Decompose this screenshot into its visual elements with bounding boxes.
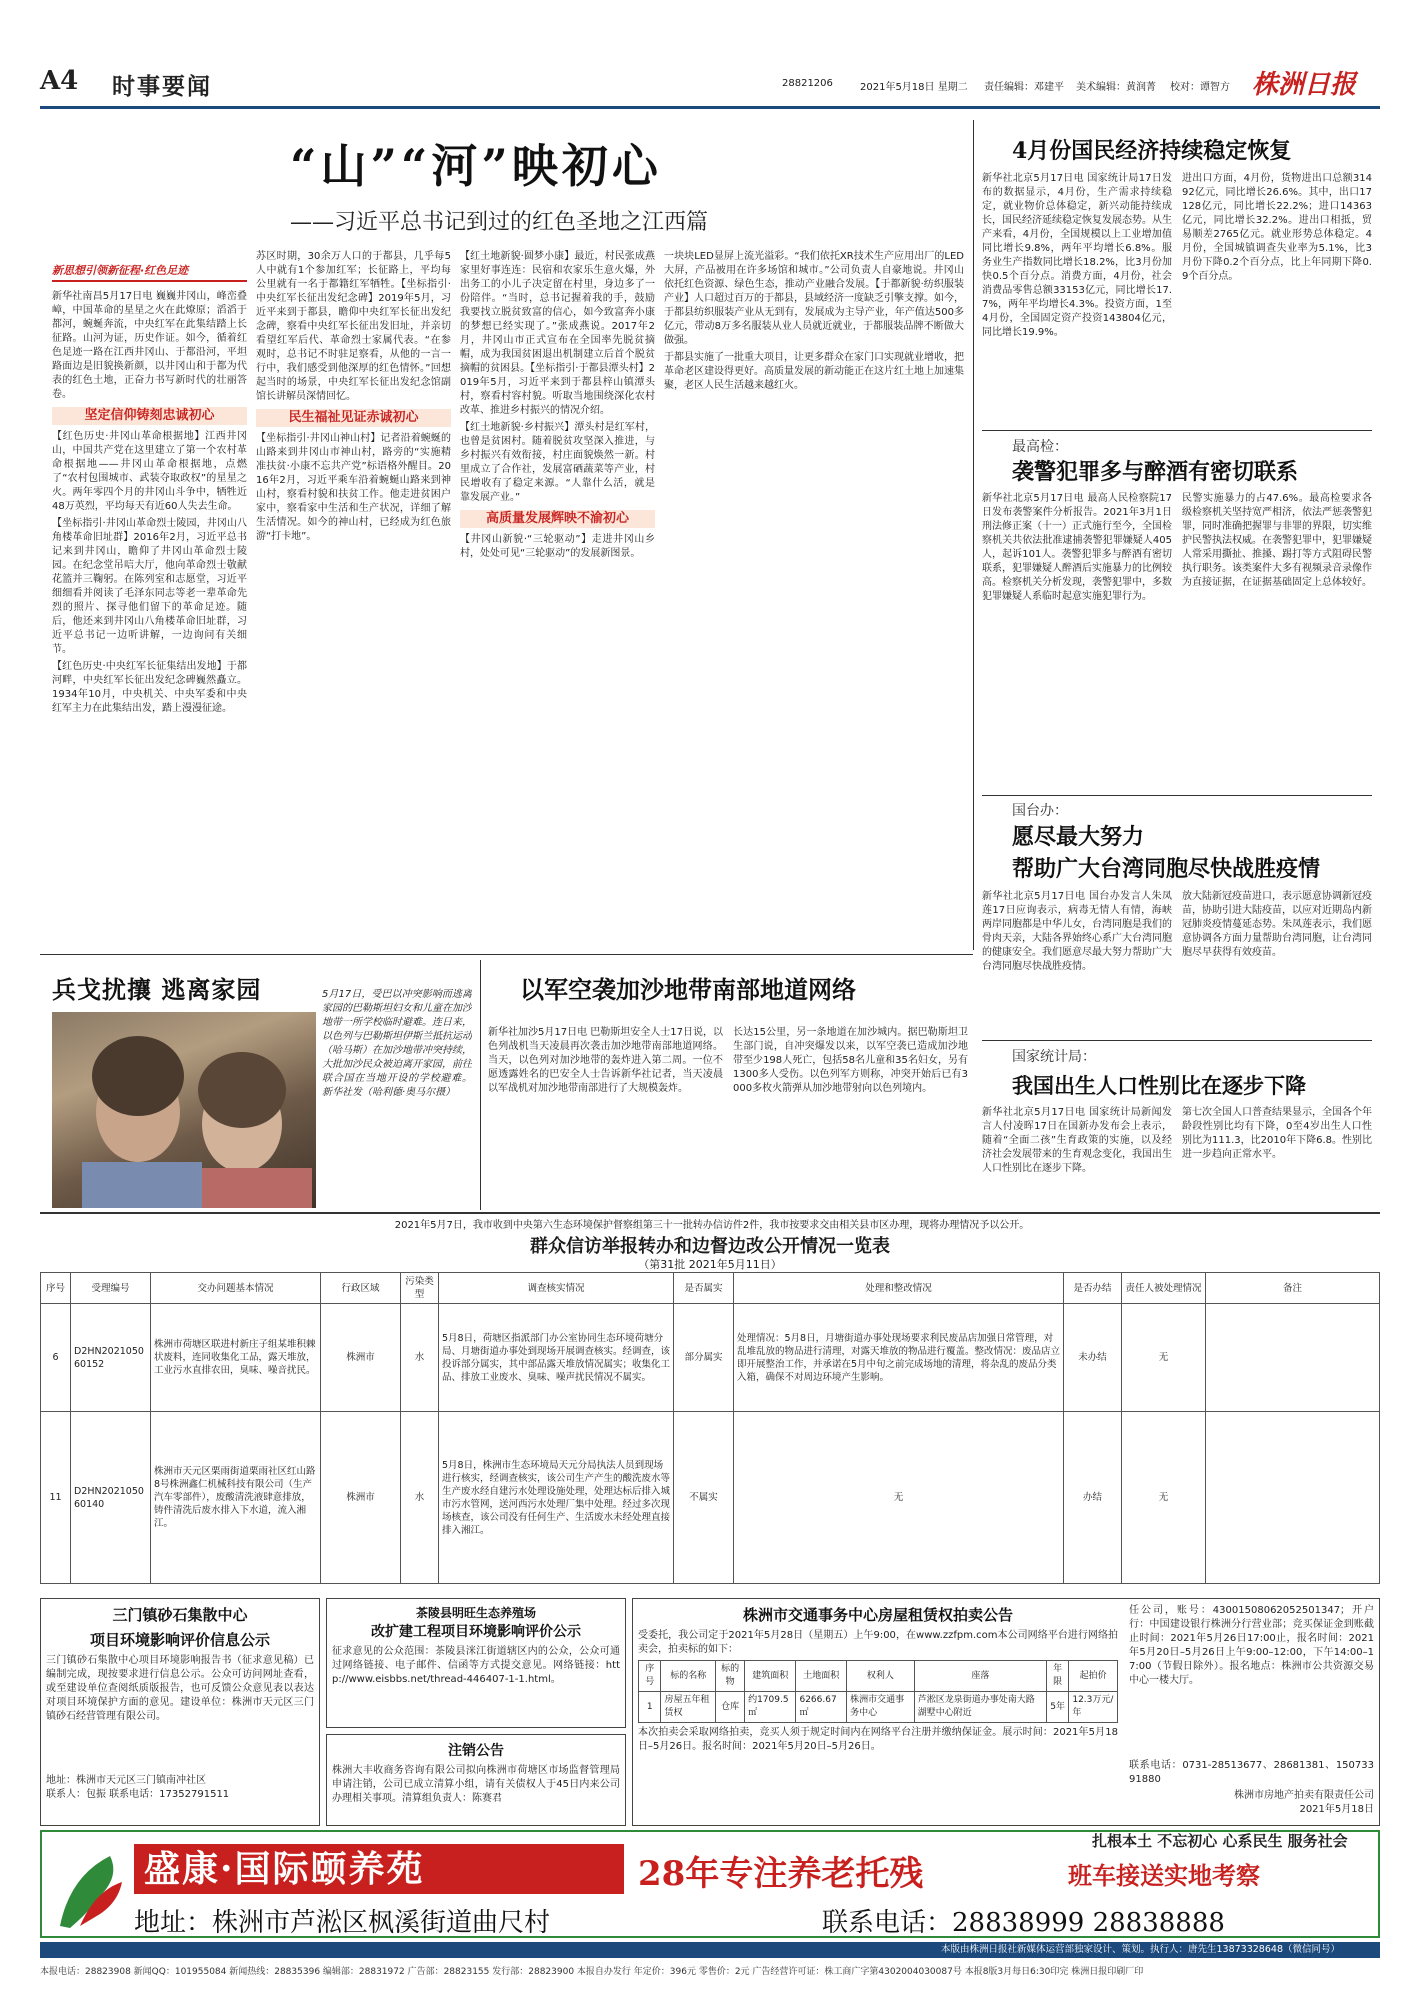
banner-motto: 扎根本土 不忘初心 心系民生 服务社会	[1092, 1832, 1348, 1850]
th-region: 行政区域	[321, 1273, 401, 1304]
table-header-row	[41, 1273, 1380, 1304]
lead-col2-para2: 【坐标指引·井冈山神山村】记者沿着蜿蜒的山路来到井冈山市神山村，路旁的“实施精准扶贫·小康不忘共产党”标语格外醒目。2016年2月，习近平乘车沿着蜿蜒山路来到神山村，察看村貌和扶贫工作。他走进贫困户家中，察看家中生活和生产状况，详细了解生活情况。如今的神山村，已经成为红色旅游“打卡地”。	[256, 433, 451, 542]
ad-chaling-body: 征求意见的公众范围：茶陵县洣江街道辖区内的公众，公众可通过网络链接、电子邮件、信函等方式提交意见。网络链接：http://www.eisbbs.net/thread-446407-1-1.html。	[332, 1646, 620, 1685]
th-findings: 调查核实情况	[439, 1273, 674, 1304]
proof-credit: 校对：谭智方	[1170, 82, 1230, 93]
court-col-2: 民警实施暴力的占47.6%。最高检要求各级检察机关坚持宽严相济，依法严惩袭警犯罪，同时准确把握罪与非罪的界限，切实维护民警执法权威。在袭警犯罪中，犯罪嫌疑人常采用撕扯、推搡、踢打等方式阻碍民警执行职务。该类案件大多有视频录音录像作为直接证据，在证据基础固定上总体较好。	[1182, 493, 1372, 588]
auction-th: 年限	[1046, 1661, 1068, 1692]
economy-title: 4月份国民经济持续稳定恢复	[1012, 138, 1292, 164]
cell-person: 无	[1122, 1304, 1206, 1412]
th-note: 备注	[1206, 1273, 1380, 1304]
ad-sanmen-contact: 联系人：包振 联系电话：17352791511	[46, 1789, 230, 1800]
lead-col1-para2: 【红色历史·井冈山革命根据地】江西井冈山，中国共产党在这里建立了第一个农村革命根据地——井冈山革命根据地，点燃了“农村包围城市、武装夺取政权”的星星之火。两年零四个月的井冈山斗争中，牺牲近48万英烈，平均每天有近60人失去生命。	[52, 431, 247, 512]
ad-sanmen-body: 三门镇砂石集散中心项目环境影响报告书（征求意见稿）已编制完成，现按要求进行信息公示。公众可访问网址查看，或至建设单位查阅纸质版报告，也可反馈公众意见表以表达对项目环境保护方面的意见。建设单位：株洲市天元区三门镇砂石经营管理有限公司。	[46, 1655, 314, 1722]
auction-cell: 5年	[1046, 1692, 1068, 1723]
auction-cell: 芦淞区龙泉街道办事处南大路湖墅中心附近	[914, 1692, 1046, 1723]
ad-auction-org: 株洲市房地产拍卖有限责任公司	[1234, 1790, 1374, 1801]
art-credit: 美术编辑：黄润菁	[1076, 82, 1156, 93]
cell-handling: 处理情况：5月8日，月塘街道办事处现场要求利民废品店加强日常管理，对乱堆乱放的物品进行清理，对露天堆放的物品进行覆盖。整改情况：废品店立即开展整治工作，并承诺在5月中旬之前完成场地的清理，将杂乱的废品分类入箱，确保不对周边环境产生影响。	[734, 1304, 1064, 1412]
taiwan-label: 国台办：	[1012, 803, 1068, 819]
cell-code: D2HN202105060140	[71, 1412, 151, 1584]
taiwan-title-2: 帮助广大台湾同胞尽快战胜疫情	[1012, 856, 1321, 882]
cell-type: 水	[401, 1412, 439, 1584]
newspaper-logo: 株洲日报	[1252, 70, 1357, 100]
cell-handling: 无	[734, 1412, 1064, 1584]
auction-header-row	[639, 1661, 1118, 1692]
auction-th: 座落	[914, 1661, 1046, 1692]
header-rule	[40, 106, 1380, 109]
hand-leaf-logo-icon	[50, 1836, 130, 1936]
auction-th: 标的物	[716, 1661, 745, 1692]
photo-gaza-rule	[480, 960, 481, 1210]
court-label: 最高检：	[1012, 439, 1068, 455]
petition-period: （第31批 2021年5月11日）	[638, 1258, 782, 1271]
photo-caption: 5月17日，受巴以冲突影响而逃离家园的巴勒斯坦妇女和儿童在加沙地带一所学校临时避难。连日来，以色列与巴勒斯坦伊斯兰抵抗运动（哈马斯）在加沙地带冲突持续，大批加沙民众被迫离开家园，前往联合国在当地开设的学校避难。 新华社发（哈利德·奥马尔摄）	[322, 989, 472, 1098]
auction-th: 序号	[639, 1661, 661, 1692]
footer-info: 本报电话：28823908 新闻QQ：101955084 新闻热线：28835396 编辑部：28831972 广告部：28823155 发行部：28823900 本报自办发行 年定价：396元 零售价：2元 广告经营许可证：株工商广字第4302004030087号 本报8版3月每日6:30印完 株洲日报印刷厂印	[40, 1967, 1144, 1977]
table-row	[41, 1412, 1380, 1584]
lead-col4-para1: 一块块LED显屏上流光溢彩。“我们依托XR技术生产应用出厂的LED大屏，产品被用在许多场馆和城市。”公司负责人自豪地说。井冈山依托红色资源、绿色生态，推动产业融合发展。【于都新貌·纺织服装产业】人口超过百万的于都县，县域经济一度缺乏引擎支撑。如今，于都县纺织服装产业从无到有，发展成为主导产业，年产值达500多亿元，带动8万多名服装从业人员就近就业，于都服装品牌不断做大做强。	[664, 251, 964, 346]
ad-sanmen-address: 地址：株洲市天元区三门镇南冲社区	[46, 1775, 206, 1786]
petition-notice: 2021年5月7日，我市收到中央第六生态环境保护督察组第三十一批转办信访件2件，我市按要求交由相关县市区办理，现将办理情况予以公开。	[394, 1220, 1030, 1231]
petition-title: 群众信访举报转办和边督边改公开情况一览表	[530, 1236, 890, 1257]
issue-date: 2021年5月18日 星期二	[860, 82, 968, 93]
th-type: 污染类型	[401, 1273, 439, 1304]
petition-table-wrap	[40, 1272, 1380, 1592]
auction-cell: 仓库	[716, 1692, 745, 1723]
cell-issue: 株洲市荷塘区联进村新庄子组某堆积棘状废料，连同收集化工品，露天堆放，工业污水直排农田，臭味、噪音扰民。	[151, 1304, 321, 1412]
auction-cell: 1	[639, 1692, 661, 1723]
lead-col1-para1: 新华社南昌5月17日电 巍巍井冈山，峰峦叠嶂，中国革命的星星之火在此燎原；滔滔于都河，蜿蜒奔流，中央红军在此集结踏上长征路。山河为证，历史作证。如今，循着红色足迹一路在江西井冈山、于都沿河，平坦路面边是旧貌换新颜，以井冈山和于都为代表的红色土地，正奋力书写新时代的壮丽答卷。	[52, 291, 247, 400]
lead-subtitle: ——习近平总书记到过的红色圣地之江西篇	[290, 210, 709, 235]
economy-col-1: 新华社北京5月17日电 国家统计局17日发布的数据显示，4月份，生产需求持续稳定，就业物价总体稳定，新兴动能持续成长，国民经济延续稳定恢复发展态势。从生产来看，4月份，全国规模以上工业增加值同比增长9.8%，两年平均增长6.8%。服务业生产指数同比增长18.2%，比3月份加快0.5个百分点。消费方面，4月份，社会消费品零售总额33153亿元，同比增长17.7%，两年平均增长4.3%。投资方面，1至4月份，全国固定资产投资143804亿元，同比增长19.9%。	[982, 173, 1172, 338]
photo-story-title: 兵戈扰攘 逃离家园	[52, 975, 262, 1004]
cell-region: 株洲市	[321, 1304, 401, 1412]
cell-type: 水	[401, 1304, 439, 1412]
refugee-photo	[52, 1012, 316, 1208]
banner-name: 盛康·国际颐养苑	[134, 1844, 624, 1894]
taiwan-col-2: 放大陆新冠疫苗进口，表示愿意协调新冠疫苗，协助引进大陆疫苗，以应对近期岛内新冠肺炎疫情蔓延态势。朱凤莲表示，我们愿意协调各方面力量帮助台湾同胞，让台湾同胞尽早获得有效疫苗。	[1182, 891, 1372, 958]
lead-col3-para2: 【红土地新貌·乡村振兴】潭头村是红军村，也曾是贫困村。随着脱贫攻坚深入推进，与乡村振兴有效衔接，村庄面貌焕然一新。村里成立了合作社，发展富硒蔬菜等产业，村民增收有了稳定来源。“人靠什么活，就是靠发展产业。”	[460, 422, 655, 503]
footer-strip: 本版由株洲日报社新媒体运营部独家设计、策划。执行人：唐先生13873328648（微信同号）	[40, 1942, 1380, 1958]
lead-column-1	[52, 290, 247, 950]
ad-deregistration-title: 注销公告	[448, 1743, 504, 1759]
auction-cell: 房屋五年租赁权	[661, 1692, 716, 1723]
taiwan-col-1: 新华社北京5月17日电 国台办发言人朱凤莲17日应询表示，病毒无情人有情，海峡两岸同胞都是中华儿女，台湾同胞是我们的骨肉天亲，大陆各界始终心系广大台湾同胞的健康安全。我们愿意尽最大努力帮助广大台湾同胞尽快战胜疫情。	[982, 891, 1172, 972]
ad-chaling-top: 茶陵县明旺生态养殖场	[415, 1606, 536, 1620]
ad-auction-body: 受委托，我公司定于2021年5月28日（星期五）上午9:00，在www.zzfpm.com本公司网络平台进行网络拍卖会，拍卖标的如下：	[638, 1630, 1118, 1655]
cell-no: 6	[41, 1304, 71, 1412]
ad-chaling	[326, 1598, 626, 1728]
banner-slogan: 28年专注养老托残	[638, 1854, 924, 1894]
auction-row	[639, 1692, 1118, 1723]
banner-ad	[40, 1830, 1380, 1938]
auction-table	[638, 1660, 1118, 1723]
ad-sanmen-title-1: 三门镇砂石集散中心	[112, 1606, 248, 1624]
cell-true: 部分属实	[674, 1304, 734, 1412]
lead-col1-para3: 【坐标指引·井冈山革命烈士陵园，井冈山八角楼革命旧址群】2016年2月，习近平总书记来到井冈山，瞻仰了井冈山革命烈士陵园。在纪念堂吊唁大厅，他向革命烈士敬献花篮并三鞠躬。在陈列室和志愿堂，习近平细细看并阅读了毛泽东同志等老一辈革命先烈的照片、探寻他们留下的革命足迹。随后，他还来到井冈山八角楼革命旧址群，习近平总书记一边听讲解，一边询问有关细节。	[52, 518, 247, 655]
cell-done: 未办结	[1064, 1304, 1122, 1412]
lead-col3-para1: 【红土地新貌·圆梦小康】最近，村民张成燕家里好事连连：民宿和农家乐生意火爆，外出务工的小儿子决定留在村里，身边多了一份陪伴。“当时，总书记握着我的手，鼓励我要找立脱贫致富的信心，如今致富奔小康的梦想已经实现了。”张成燕说。2017年2月，井冈山市正式宣布在全国率先脱贫摘帽，成为我国贫困退出机制建立后首个脱贫摘帽的贫困县。【坐标指引·于都县潭头村】2019年5月，习近平来到于都县梓山镇潭头村，察看村容村貌。听取当地围绕深化农村改革、推进乡村振兴的情况介绍。	[460, 251, 655, 416]
taiwan-title-1: 愿尽最大努力	[1012, 824, 1145, 850]
lead-right-rule	[973, 120, 974, 950]
cell-region: 株洲市	[321, 1412, 401, 1584]
ad-auction	[632, 1598, 1380, 1826]
page-number: A4	[40, 66, 79, 96]
photo-figures	[52, 1012, 316, 1208]
ad-auction-right: 任公司，账号：43001508062052501347；开户行：中国建设银行株洲分行营业部；竞买保证金到账截止时间：2021年5月26日17:00止，报名时间：2021年5月20日–5月26日上午9:00–12:00，下午14:00–17:00（节假日除外）。报名地点：株洲市公共资源交易中心一楼大厅。	[1129, 1605, 1374, 1686]
cell-issue: 株洲市天元区栗雨街道栗雨社区红山路8号株洲鑫仁机械科技有限公司（生产汽车零部件），废酸清洗液肆意排放，铸件清洗后废水排入下水道，流入湘江。	[151, 1412, 321, 1584]
mid-rule	[40, 954, 973, 955]
auction-th: 建筑面积	[745, 1661, 796, 1692]
population-col-2: 第七次全国人口普查结果显示，全国各个年龄段性别比均有下降，0至4岁出生人口性别比为111.3，比2010年下降6.8。性别比进一步趋向正常水平。	[1182, 1107, 1372, 1160]
ad-auction-title: 株洲市交通事务中心房屋租赁权拍卖公告	[742, 1606, 1013, 1624]
ad-chaling-title: 改扩建工程项目环境影响评价公示	[371, 1624, 581, 1640]
th-person: 责任人被处理情况	[1122, 1273, 1206, 1304]
issue-number: 28821206	[782, 78, 833, 89]
th-true: 是否属实	[674, 1273, 734, 1304]
court-rule	[982, 430, 1372, 431]
table-row	[41, 1304, 1380, 1412]
ad-deregistration-body: 株洲大丰收商务咨询有限公司拟向株洲市荷塘区市场监督管理局申请注销，公司已成立清算小组，请有关债权人于45日内来公司办理相关事项。清算组负责人：陈赛君	[332, 1765, 620, 1804]
cell-findings: 5月8日，荷塘区指派部门办公室协同生态环境荷塘分局、月塘街道办事处到现场开展调查核实。经调查，该投诉部分属实，其中部品露天堆放情况属实；收集化工品、排放工业废水、臭味、噪声扰民情况不属实。	[439, 1304, 674, 1412]
gaza-col-1: 新华社加沙5月17日电 巴勒斯坦安全人士17日说，以色列战机当天凌晨再次袭击加沙地带南部地道网络。当天，以色列对加沙地带的轰炸进入第二周。一位不愿透露姓名的巴安全人士告诉新华社记者，当天凌晨以军战机对加沙地带南部进行了大规模轰炸。	[488, 1027, 723, 1094]
cell-true: 不属实	[674, 1412, 734, 1584]
ad-deregistration	[326, 1734, 626, 1826]
cell-person: 无	[1122, 1412, 1206, 1584]
th-done: 是否办结	[1064, 1273, 1122, 1304]
auction-cell: 6266.67㎡	[796, 1692, 847, 1723]
cell-no: 11	[41, 1412, 71, 1584]
cell-note	[1206, 1304, 1380, 1412]
court-col-1: 新华社北京5月17日电 最高人民检察院17日发布袭警案件分析报告。2021年3月1日刑法修正案（十一）正式施行至今，全国检察机关共依法批准逮捕袭警犯罪嫌疑人405人，起诉101人。袭警犯罪多与醉酒有密切联系，犯罪嫌疑人醉酒后实施暴力的比例较高。检察机关分析发现，袭警犯罪中，多数犯罪嫌疑人系临时起意实施犯罪行为。	[982, 493, 1172, 602]
lead-section-2: 民生福祉见证赤诚初心	[256, 409, 451, 427]
lead-section-3: 高质量发展辉映不渝初心	[460, 510, 655, 528]
cell-note	[1206, 1412, 1380, 1584]
banner-phone: 联系电话：28838999 28838888	[822, 1908, 1225, 1938]
lead-tag: 新思想引领新征程·红色足迹	[52, 262, 247, 282]
th-code: 受理编号	[71, 1273, 151, 1304]
th-issue: 交办问题基本情况	[151, 1273, 321, 1304]
taiwan-rule	[982, 795, 1372, 796]
ad-auction-phone: 联系电话：0731-28513677、28681381、15073391880	[1129, 1760, 1374, 1785]
lead-col2-para1: 苏区时期，30余万人口的于都县，几乎每5人中就有1个参加红军；长征路上，平均每公里就有一名于都籍红军牺牲。【坐标指引·中央红军长征出发纪念碑】2019年5月，习近平来到于都县，瞻仰中央红军长征出发纪念碑，察看中央红军长征出发旧址，并亲切看望红军后代、革命烈士家属代表。“在参观时，总书记不时驻足察看，从他的一言一行中，我们感受到他深厚的红色情怀。”回想起当时的场景，中央红军长征出发纪念馆副馆长讲解员深情回忆。	[256, 251, 451, 402]
ad-auction-date: 2021年5月18日	[1299, 1804, 1374, 1815]
table-top-rule	[40, 1212, 1380, 1214]
lead-section-1: 坚定信仰铸刻忠诚初心	[52, 407, 247, 425]
lead-column-3	[460, 250, 655, 950]
gaza-title: 以军空袭加沙地带南部地道网络	[520, 975, 856, 1004]
cell-done: 办结	[1064, 1412, 1122, 1584]
lead-col3-para3: 【井冈山新貌·“三轮驱动”】走进井冈山乡村，处处可见“三轮驱动”的发展新图景。	[460, 534, 655, 559]
economy-col-2: 进出口方面，4月份，货物进出口总额31492亿元，同比增长26.6%。其中，出口17128亿元，同比增长22.2%；进口14363亿元，同比增长32.2%。进出口相抵，贸易顺差2765亿元。就业形势总体稳定。4月份，全国城镇调查失业率为5.1%，比3月份下降0.2个百分点，比上年同期下降0.9个百分点。	[1182, 173, 1372, 282]
court-title: 袭警犯罪多与醉酒有密切联系	[1012, 459, 1299, 485]
gaza-col-2: 长达15公里，另一条地道在加沙城内。据巴勒斯坦卫生部门说，自冲突爆发以来，以军空袭已造成加沙地带至少198人死亡，包括58名儿童和35名妇女，另有1300多人受伤。以色列军方则称，冲突开始后已有3000多枚火箭弹从加沙地带射向以色列境内。	[733, 1027, 968, 1094]
population-col-1: 新华社北京5月17日电 国家统计局新闻发言人付凌晖17日在国新办发布会上表示，随着“全面二孩”生育政策的实施，以及经济社会发展带来的生育观念变化，我国出生人口性别比在逐步下降。	[982, 1107, 1172, 1174]
lead-title: “山”“河”映初心	[290, 139, 662, 193]
auction-th: 土地面积	[796, 1661, 847, 1692]
th-handling: 处理和整改情况	[734, 1273, 1064, 1304]
cell-code: D2HN202105060152	[71, 1304, 151, 1412]
banner-offer: 班车接送实地考察	[1068, 1861, 1260, 1890]
population-rule	[982, 1040, 1372, 1041]
auction-cell: 约1709.5㎡	[745, 1692, 796, 1723]
auction-cell: 株洲市交通事务中心	[847, 1692, 915, 1723]
auction-th: 权利人	[847, 1661, 915, 1692]
population-title: 我国出生人口性别比在逐步下降	[1012, 1073, 1306, 1098]
ad-sanmen-title-2: 项目环境影响评价信息公示	[89, 1631, 270, 1649]
lead-col1-para4: 【红色历史·中央红军长征集结出发地】于都河畔，中央红军长征出发纪念碑巍然矗立。1934年10月，中央机关、中央军委和中央红军主力在此集结出发，踏上漫漫征途。	[52, 661, 247, 714]
banner-address: 地址：株洲市芦淞区枫溪街道曲尺村	[134, 1908, 551, 1938]
lead-col4-para2: 于都县实施了一批重大项目，让更多群众在家门口实现就业增收，把革命老区建设得更好。高质量发展的新动能正在这片红土地上加速集聚，老区人民生活越来越红火。	[664, 352, 964, 391]
section-title: 时事要闻	[112, 73, 212, 100]
auction-th: 起拍价	[1069, 1661, 1118, 1692]
lead-column-2	[256, 250, 451, 950]
ad-sanmen	[40, 1598, 320, 1826]
population-label: 国家统计局：	[1012, 1049, 1096, 1065]
auction-th: 标的名称	[661, 1661, 716, 1692]
th-no: 序号	[41, 1273, 71, 1304]
petition-table	[40, 1272, 1380, 1584]
cell-findings: 5月8日，株洲市生态环境局天元分局执法人员到现场进行核实，经调查核实，该公司生产产生的酸洗废水等生产废水经自建污水处理设施处理，处理达标后排入城市污水管网，送河西污水处理厂集中处理。经过多次现场核查，该公司没有任何生产、生活废水未经处理直接排入湘江。	[439, 1412, 674, 1584]
auction-cell: 12.3万元/年	[1069, 1692, 1118, 1723]
lead-column-4	[664, 250, 964, 950]
ad-auction-footer: 本次拍卖会采取网络拍卖，竞买人须于规定时间内在网络平台注册并缴纳保证金。展示时间：2021年5月18日–5月26日。报名时间：2021年5月20日–5月26日。	[638, 1727, 1118, 1752]
editor-credit: 责任编辑：邓建平	[984, 82, 1064, 93]
page-header	[40, 64, 1380, 106]
